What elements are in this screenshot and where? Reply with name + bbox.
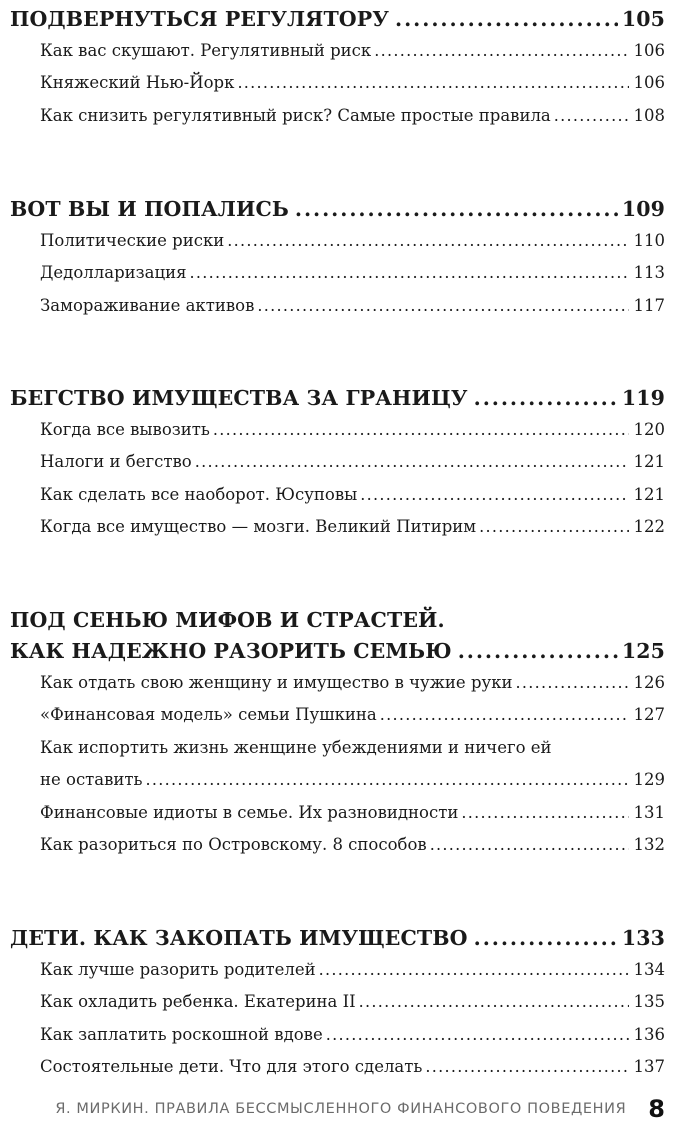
dot-leader bbox=[146, 764, 629, 796]
section-page-number: 126 bbox=[633, 673, 665, 692]
section-title: Как отдать свою женщину и имущество в чужие руки bbox=[40, 673, 513, 692]
dot-leader bbox=[257, 290, 629, 322]
page-number: 8 bbox=[648, 1095, 665, 1123]
section-page-number: 134 bbox=[633, 960, 665, 979]
toc-section-entry[interactable] bbox=[10, 100, 665, 132]
chapter-page-number: 105 bbox=[621, 7, 665, 31]
section-title: Когда все имущество — мозги. Великий Питирим bbox=[40, 517, 477, 537]
chapter-title: ПОДВЕРНУТЬСЯ РЕГУЛЯТОРУ bbox=[10, 7, 390, 31]
dot-leader bbox=[474, 923, 618, 954]
section-title-continued-line bbox=[40, 764, 665, 796]
dot-leader bbox=[430, 829, 629, 861]
section-list bbox=[10, 225, 665, 322]
toc-section-entry[interactable] bbox=[10, 35, 665, 67]
toc-section-entry[interactable] bbox=[10, 67, 665, 99]
dot-leader bbox=[359, 986, 629, 1018]
section-page-number: 117 bbox=[633, 295, 665, 315]
dot-leader bbox=[461, 797, 629, 829]
chapter-heading[interactable] bbox=[10, 383, 665, 414]
chapter-title: БЕГСТВО ИМУЩЕСТВА ЗА ГРАНИЦУ bbox=[10, 386, 468, 410]
chapter-title-continued: КАК НАДЕЖНО РАЗОРИТЬ СЕМЬЮ bbox=[10, 639, 452, 663]
section-page-number: 137 bbox=[633, 1057, 665, 1077]
section-title: Замораживание активов bbox=[40, 295, 255, 315]
section-page-number: 132 bbox=[633, 834, 665, 854]
toc-chapter bbox=[10, 383, 665, 544]
section-title: Как снизить регулятивный риск? Самые простые правила bbox=[40, 105, 551, 125]
chapter-heading[interactable] bbox=[10, 194, 665, 225]
chapter-page-number: 109 bbox=[621, 197, 665, 221]
toc-section-entry[interactable] bbox=[10, 1051, 665, 1083]
toc-chapter bbox=[10, 194, 665, 322]
dot-leader bbox=[326, 1019, 629, 1051]
dot-leader bbox=[195, 446, 629, 478]
dot-leader bbox=[458, 636, 618, 667]
dot-leader bbox=[554, 100, 629, 132]
toc-section-entry-multiline[interactable] bbox=[10, 732, 665, 797]
chapter-title: ПОД СЕНЬЮ МИФОВ И СТРАСТЕЙ. bbox=[10, 608, 445, 632]
toc-section-entry[interactable] bbox=[10, 446, 665, 478]
toc-chapter bbox=[10, 605, 665, 861]
section-title: Политические риски bbox=[40, 231, 225, 250]
dot-leader bbox=[425, 1051, 629, 1083]
toc-section-entry[interactable] bbox=[10, 699, 665, 731]
section-page-number: 135 bbox=[633, 992, 665, 1012]
section-page-number: 108 bbox=[633, 105, 665, 125]
dot-leader bbox=[237, 67, 629, 99]
toc-section-entry[interactable] bbox=[10, 414, 665, 446]
chapter-heading[interactable] bbox=[10, 923, 665, 954]
section-title: Как лучше разорить родителей bbox=[40, 960, 316, 979]
section-page-number: 121 bbox=[633, 484, 665, 504]
toc-section-entry[interactable] bbox=[10, 290, 665, 322]
dot-leader bbox=[479, 511, 629, 543]
section-page-number: 106 bbox=[633, 41, 665, 60]
page-footer bbox=[0, 1093, 665, 1125]
section-title: Как заплатить роскошной вдове bbox=[40, 1024, 323, 1044]
toc-section-entry[interactable] bbox=[10, 797, 665, 829]
section-title: Княжеский Нью-Йорк bbox=[40, 73, 235, 93]
section-title-continued: не оставить bbox=[40, 770, 143, 790]
section-title: Дедолларизация bbox=[40, 263, 187, 283]
chapter-heading-line[interactable] bbox=[10, 605, 665, 636]
dot-leader bbox=[474, 383, 618, 414]
toc-section-entry[interactable] bbox=[10, 986, 665, 1018]
dot-leader bbox=[360, 479, 629, 511]
section-list bbox=[10, 954, 665, 1084]
chapter-page-number: 133 bbox=[621, 926, 665, 950]
chapter-page-number: 119 bbox=[621, 386, 665, 410]
section-page-number: 129 bbox=[633, 770, 665, 790]
chapter-heading[interactable] bbox=[10, 636, 665, 667]
toc-section-entry[interactable] bbox=[10, 479, 665, 511]
section-page-number: 120 bbox=[633, 420, 665, 439]
chapter-page-number: 125 bbox=[621, 639, 665, 663]
section-title: Как вас скушают. Регулятивный риск bbox=[40, 41, 372, 60]
dot-leader bbox=[374, 35, 629, 67]
section-list bbox=[10, 35, 665, 132]
section-title: Налоги и бегство bbox=[40, 452, 192, 472]
toc-section-entry[interactable] bbox=[10, 1019, 665, 1051]
section-page-number: 113 bbox=[633, 263, 665, 283]
section-title: Когда все вывозить bbox=[40, 420, 210, 439]
dot-leader bbox=[213, 414, 629, 446]
dot-leader bbox=[227, 225, 629, 257]
section-list bbox=[10, 667, 665, 861]
section-page-number: 122 bbox=[633, 517, 665, 537]
section-list bbox=[10, 414, 665, 544]
dot-leader bbox=[395, 4, 618, 35]
section-page-number: 127 bbox=[633, 705, 665, 725]
dot-leader bbox=[516, 667, 629, 699]
dot-leader bbox=[380, 699, 629, 731]
toc-section-entry[interactable] bbox=[10, 257, 665, 289]
section-title: Как охладить ребенка. Екатерина II bbox=[40, 992, 356, 1012]
toc-chapter bbox=[10, 4, 665, 132]
dot-leader bbox=[319, 954, 629, 986]
toc-chapter bbox=[10, 923, 665, 1084]
section-title: Как сделать все наоборот. Юсуповы bbox=[40, 484, 358, 504]
section-title: Состоятельные дети. Что для этого сделать bbox=[40, 1057, 423, 1077]
section-title: «Финансовая модель» семьи Пушкина bbox=[40, 705, 377, 725]
toc-section-entry[interactable] bbox=[10, 829, 665, 861]
section-page-number: 131 bbox=[633, 802, 665, 822]
section-page-number: 136 bbox=[633, 1024, 665, 1044]
running-title: Я. МИРКИН. ПРАВИЛА БЕССМЫСЛЕННОГО ФИНАНСОВОГО ПОВЕДЕНИЯ bbox=[55, 1101, 627, 1117]
dot-leader bbox=[295, 194, 618, 225]
section-page-number: 106 bbox=[633, 73, 665, 93]
dot-leader bbox=[190, 257, 630, 289]
toc-section-entry[interactable] bbox=[10, 511, 665, 543]
chapter-title: ВОТ ВЫ И ПОПАЛИСЬ bbox=[10, 197, 289, 221]
section-title: Финансовые идиоты в семье. Их разновидности bbox=[40, 802, 459, 822]
section-page-number: 110 bbox=[633, 231, 665, 250]
toc-section-entry[interactable] bbox=[10, 954, 665, 986]
chapter-title: ДЕТИ. КАК ЗАКОПАТЬ ИМУЩЕСТВО bbox=[10, 926, 468, 950]
toc-section-entry[interactable] bbox=[10, 667, 665, 699]
chapter-heading[interactable] bbox=[10, 4, 665, 35]
section-title: Как разориться по Островскому. 8 способов bbox=[40, 834, 427, 854]
section-page-number: 121 bbox=[633, 452, 665, 472]
toc-section-entry[interactable] bbox=[10, 225, 665, 257]
section-title: Как испортить жизнь женщине убеждениями и ничего ей bbox=[40, 737, 552, 757]
